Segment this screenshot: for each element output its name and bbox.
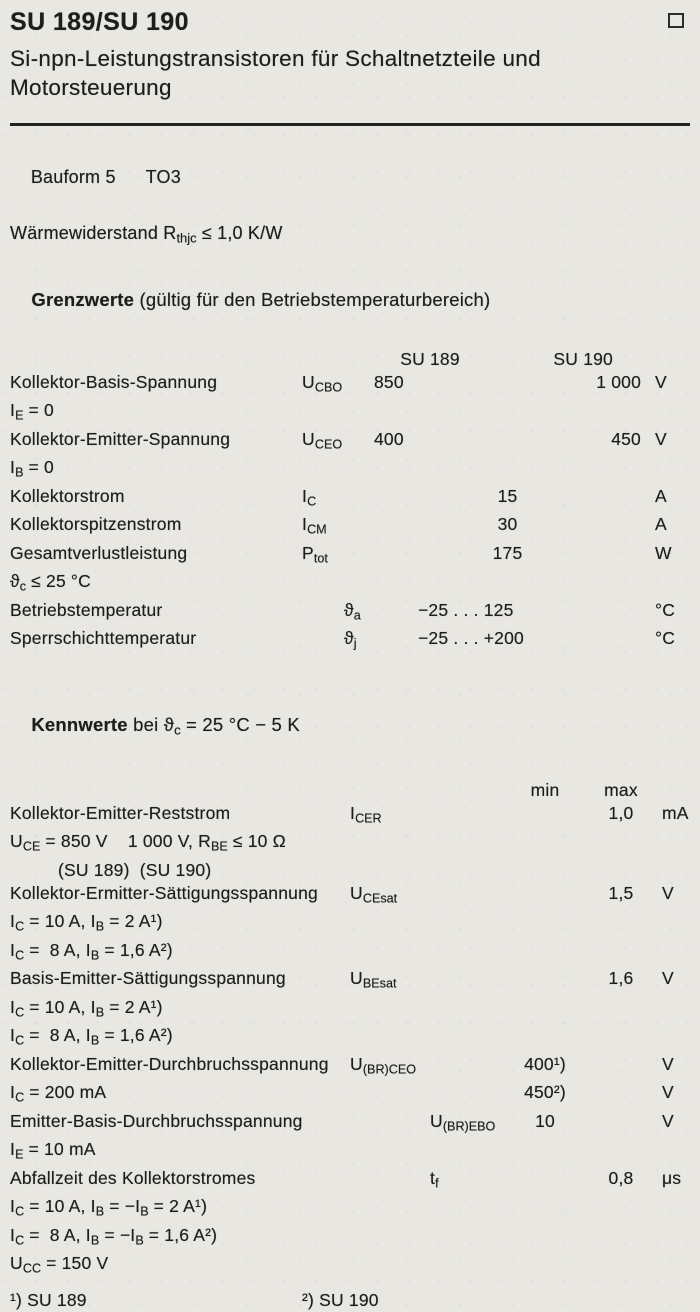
kennwerte-heading	[10, 689, 690, 767]
row-condition: $I_C = 10$ A, $I_B = 2$ A¹)	[10, 911, 163, 934]
row-condition: $I_C = 8$ A, $I_B = 1,6$ A²)	[10, 1025, 173, 1048]
grenzwerte-heading	[10, 264, 690, 336]
table-row	[10, 1167, 690, 1196]
row-symbol: $U_{CEO}$	[302, 428, 343, 452]
column-header-max: max	[604, 779, 638, 800]
row-label: Sperrschichttemperatur	[10, 628, 197, 649]
column-header-su189: SU 189	[400, 348, 460, 369]
table-row	[10, 967, 690, 996]
table-row	[10, 570, 690, 599]
value-su189: 850	[374, 371, 404, 392]
row-symbol: $U_{(BR)EBO}$	[430, 1110, 496, 1134]
kennwerte-header-row	[10, 779, 690, 802]
row-condition: $I_C = 10$ A, $I_B = 2$ A¹)	[10, 996, 163, 1020]
value-max: 0,8	[608, 1167, 634, 1188]
row-symbol: $P_{tot}$	[302, 542, 328, 566]
value-su190: 1 000	[596, 371, 641, 392]
row-condition: $I_C = 200$ mA	[10, 1082, 107, 1105]
column-header-min: min	[530, 779, 560, 800]
table-row	[10, 1138, 690, 1167]
row-symbol: $ϑ_a$	[344, 599, 361, 623]
package-label: Bauform 5	[30, 167, 116, 187]
row-symbol: $U_{BEsat}$	[350, 968, 397, 991]
table-row	[10, 627, 690, 656]
row-label: Emitter-Basis-Durchbruchsspannung	[10, 1110, 303, 1131]
row-symbol	[350, 1081, 500, 1110]
grenzwerte-heading-word: Grenzwerte	[31, 288, 135, 310]
row-condition: $I_B = 0$	[10, 457, 54, 480]
value-shared: 30	[497, 514, 518, 535]
row-label: Abfallzeit des Kollektorstromes	[10, 1167, 256, 1188]
subtitle-line-2: Motorsteuerung	[10, 75, 172, 100]
table-row	[10, 830, 690, 859]
value-shared: 15	[497, 485, 518, 506]
row-symbol: $U_{CBO}$	[302, 371, 343, 395]
value-min: 10	[535, 1110, 555, 1131]
row-label: Kollektorspitzenstrom	[10, 514, 182, 535]
table-row	[10, 371, 690, 400]
table-row	[10, 802, 690, 831]
value-min: 450²)	[524, 1082, 566, 1103]
grenzwerte-header-row	[10, 348, 690, 371]
table-row	[10, 599, 690, 628]
row-symbol: $U_{CEsat}$	[350, 882, 398, 906]
table-row	[10, 1081, 690, 1110]
row-unit: W	[655, 542, 672, 563]
table-row	[10, 996, 690, 1025]
footnote-su190: ²) SU 190	[302, 1289, 379, 1310]
row-condition: $I_C = 8$ A, $I_B = 1,6$ A²)	[10, 939, 173, 963]
grenzwerte-table	[10, 348, 690, 656]
value-max: 1,6	[608, 968, 634, 989]
row-symbol: $I_{CER}$	[350, 802, 382, 826]
column-header-su190: SU 190	[553, 348, 613, 369]
table-row	[10, 1053, 690, 1082]
row-label: Basis-Emitter-Sättigungsspannung	[10, 968, 286, 989]
table-row	[10, 910, 690, 939]
table-row	[10, 1110, 690, 1139]
row-unit: μs	[662, 1167, 682, 1188]
kennwerte-heading-word: Kennwerte	[31, 713, 128, 735]
value-max: 1,5	[608, 882, 634, 903]
page-title: SU 189/SU 190	[10, 8, 189, 36]
table-row	[10, 542, 690, 571]
row-condition: $U_{CC} = 150$ V	[10, 1253, 109, 1276]
value-su189: 400	[374, 428, 404, 449]
row-condition: $ϑ_c \le 25$ °C	[10, 571, 91, 594]
row-symbol: $t_f$	[430, 1167, 439, 1191]
row-condition: $I_C = 8$ A, $I_B = -I_B = 1,6$ A²)	[10, 1224, 218, 1248]
row-label: Kollektor-Basis-Spannung	[10, 371, 218, 392]
table-row	[10, 428, 690, 457]
table-row	[10, 1252, 690, 1281]
value-shared: −25 . . . +200	[418, 628, 524, 649]
grenzwerte-heading-note: (gültig für den Betriebstemperaturbereich)	[134, 288, 491, 310]
row-symbol: $ϑ_j$	[344, 628, 357, 651]
row-symbol: $I_C$	[302, 485, 317, 509]
row-condition: $I_E = 0$	[10, 400, 54, 423]
row-condition: $U_{CE} = 850$ V 1 000 V, $R_{BE} \le 10$ Ω	[10, 831, 286, 854]
row-condition: $I_C = 10$ A, $I_B = -I_B = 2$ A¹)	[10, 1196, 208, 1219]
footnote-su189: ¹) SU 189	[10, 1289, 87, 1310]
row-label: Kollektor-Ermitter-Sättigungsspannung	[10, 882, 318, 903]
table-row	[10, 939, 690, 968]
row-condition: $I_E = 10$ mA	[10, 1139, 96, 1162]
row-symbol: $U_{(BR)CEO}$	[350, 1053, 417, 1077]
package-value: TO3	[145, 167, 181, 187]
row-unit: °C	[655, 599, 676, 620]
package-line	[10, 141, 690, 213]
row-unit: V	[655, 428, 667, 449]
subtitle	[10, 44, 690, 102]
table-row	[10, 1024, 690, 1053]
kennwerte-heading-note: bei $ϑ_c = 25$ °C − 5 K	[127, 713, 300, 738]
row-unit: V	[662, 882, 674, 903]
value-min: 400¹)	[524, 1053, 566, 1074]
table-row	[10, 859, 690, 882]
row-label: Kollektorstrom	[10, 485, 125, 506]
row-label: Kollektor-Emitter-Spannung	[10, 428, 231, 449]
row-condition: (SU 189) (SU 190)	[58, 859, 212, 880]
title-bar	[10, 8, 690, 37]
table-row	[10, 456, 690, 485]
row-symbol: $I_{CM}$	[302, 514, 327, 537]
row-label: Betriebstemperatur	[10, 599, 163, 620]
row-unit: V	[662, 1082, 674, 1103]
table-row	[10, 513, 690, 542]
corner-box-icon	[668, 13, 684, 28]
row-unit: mA	[662, 802, 689, 823]
row-unit: V	[662, 1110, 674, 1131]
subtitle-line-1: Si-npn-Leistungstransistoren für Schaltnetzteile und	[10, 46, 541, 71]
table-row	[10, 485, 690, 514]
footnotes	[10, 1289, 690, 1312]
table-row	[10, 399, 690, 428]
row-unit: V	[655, 371, 667, 392]
row-unit: V	[662, 1053, 674, 1074]
value-shared: 175	[492, 542, 523, 563]
table-row	[10, 882, 690, 911]
row-label: Kollektor-Emitter-Reststrom	[10, 802, 231, 823]
row-label: Gesamtverlustleistung	[10, 542, 188, 563]
row-unit: °C	[655, 628, 676, 649]
row-unit: V	[662, 968, 674, 989]
table-row	[10, 1195, 690, 1224]
row-unit: A	[655, 485, 667, 506]
row-label: Kollektor-Emitter-Durchbruchsspannung	[10, 1053, 329, 1074]
divider-rule	[10, 123, 690, 126]
table-row	[10, 1224, 690, 1253]
row-unit: A	[655, 514, 667, 535]
value-su190: 450	[611, 428, 641, 449]
thermal-resistance-line: Wärmewiderstand $R_{thjc} \le 1,0$ K/W	[10, 223, 283, 246]
value-max: 1,0	[608, 802, 634, 823]
value-shared: −25 . . . 125	[418, 599, 514, 620]
